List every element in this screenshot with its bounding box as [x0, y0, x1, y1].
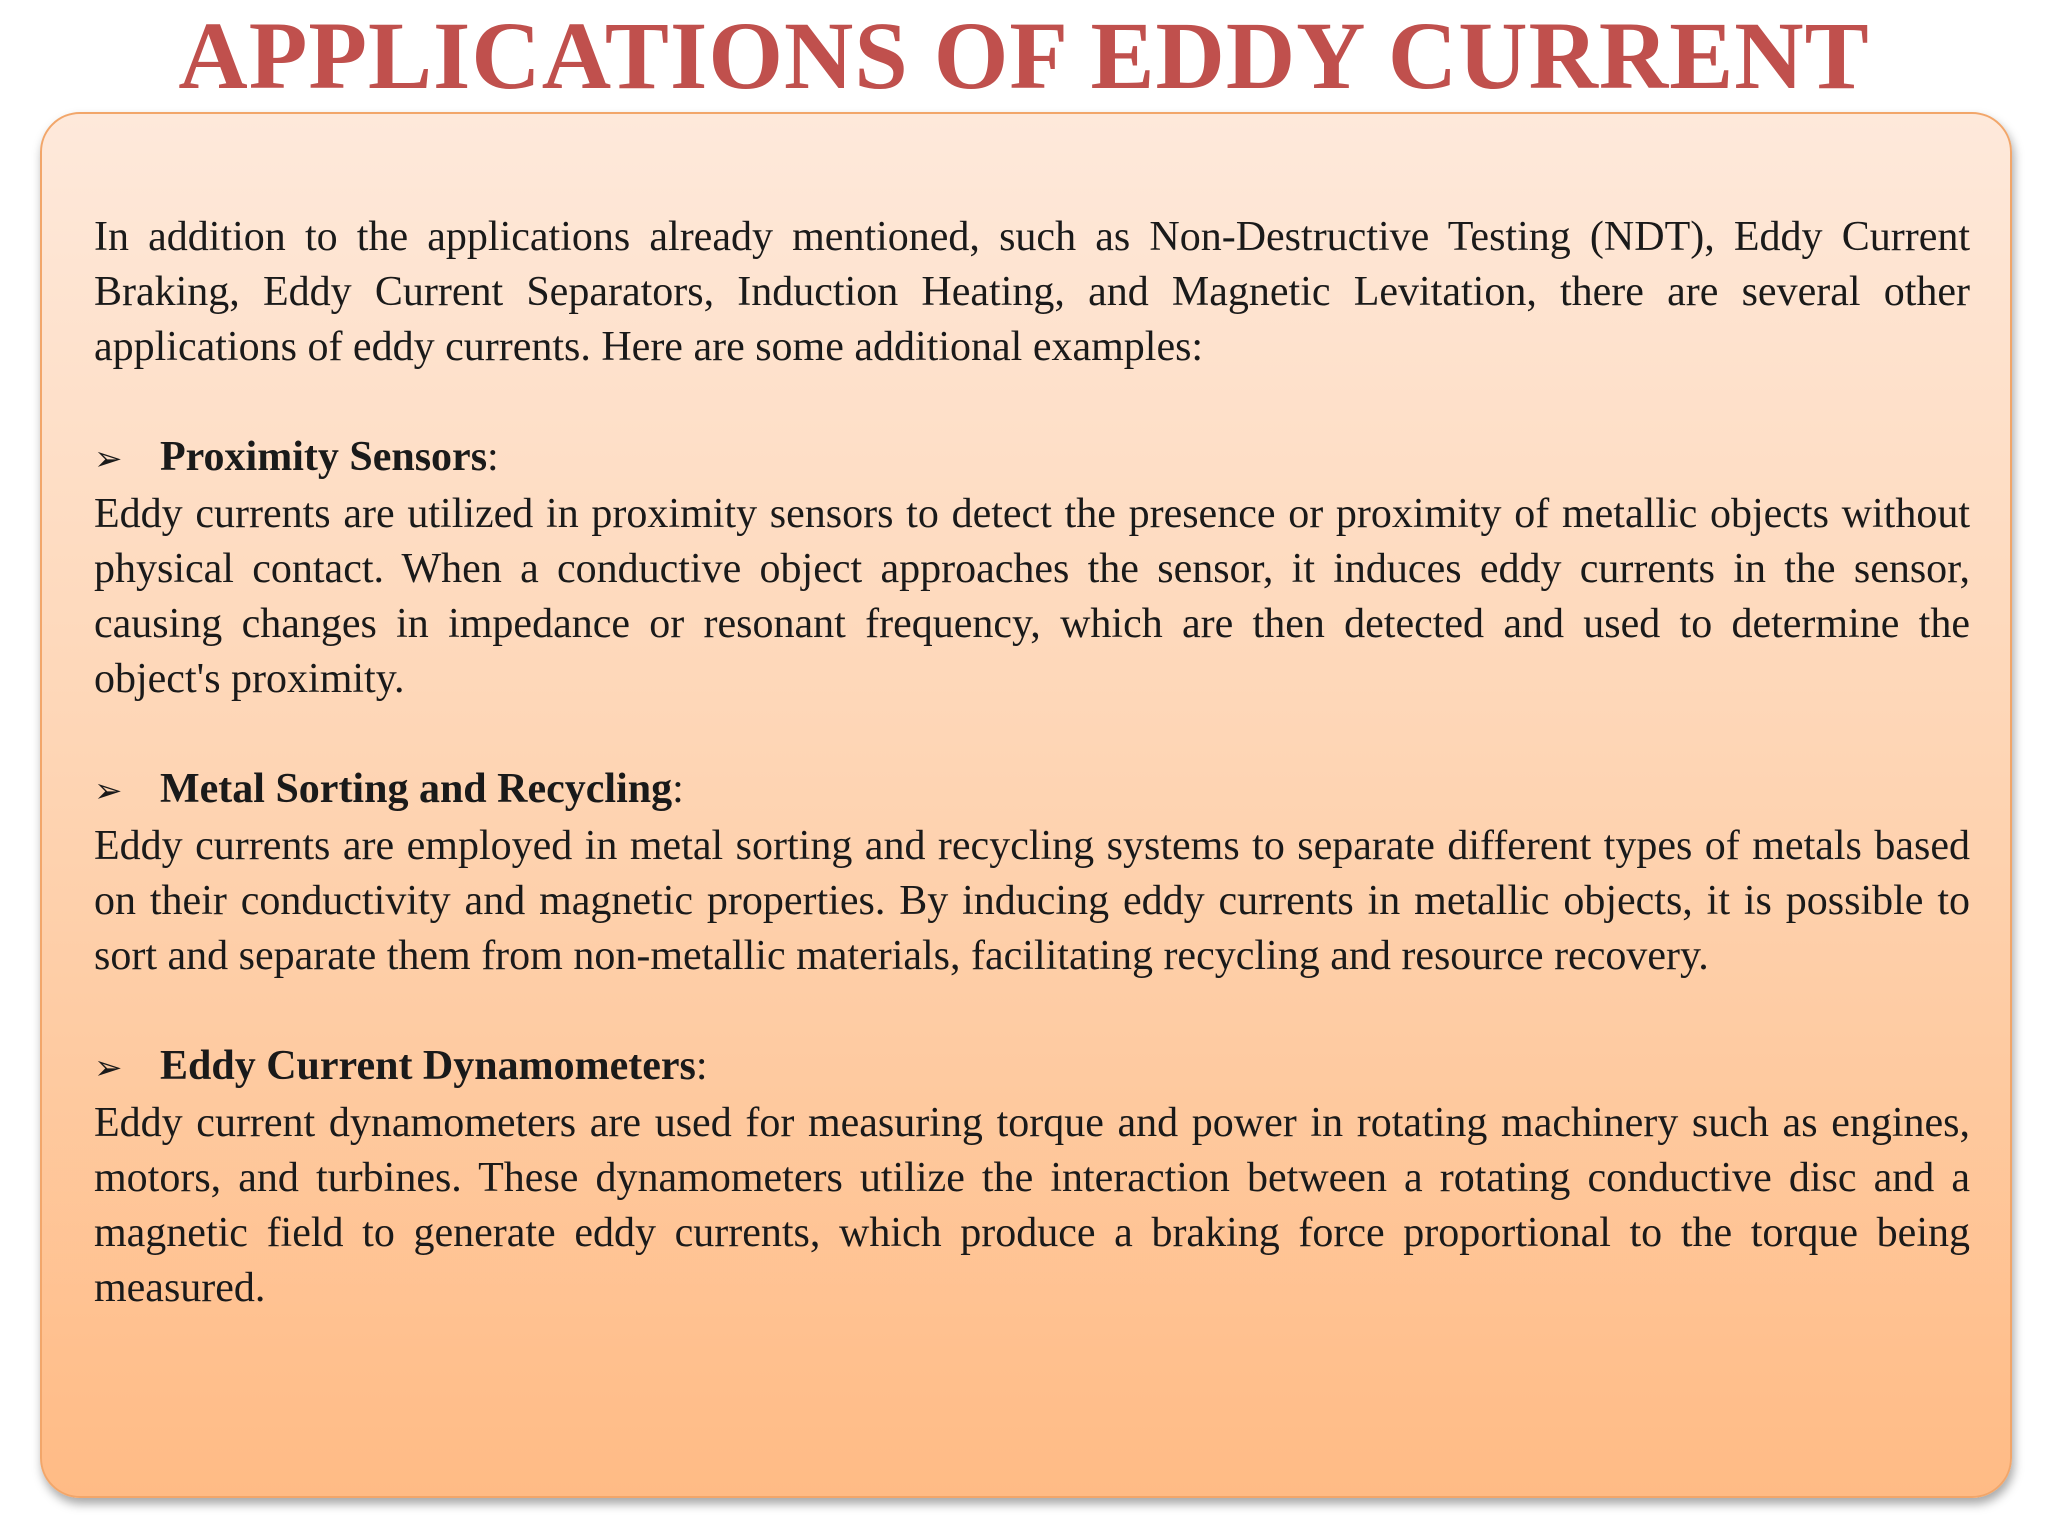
content-box	[40, 112, 2012, 1498]
arrow-bullet-icon: ➢	[94, 1048, 123, 1088]
section-body-dynamometers: Eddy current dynamometers are used for measuring torque and power in rotating machinery such as engines, motors, and turbines. These dynamometers utilize the interaction between a rotating conductive disc and a magnetic field to generate eddy currents, which produce a braking force proportional to the torque being measured.	[94, 1100, 1970, 1311]
arrow-bullet-icon: ➢	[94, 439, 123, 479]
arrow-bullet-icon: ➢	[94, 771, 123, 811]
section-heading-text: Metal Sorting and Recycling	[160, 766, 673, 812]
section-heading-metal-sorting	[94, 762, 1970, 819]
section-heading-proximity-sensors	[94, 430, 1970, 487]
intro-paragraph: In addition to the applications already mentioned, such as Non-Destructive Testing (NDT), Eddy Current Braking, Eddy Current Separators, Induction Heating, and Magnetic Levitation, there are several other applications of eddy currents. Here are some additional examples:	[94, 214, 1970, 370]
section-heading-dynamometers	[94, 1039, 1970, 1096]
section-body-metal-sorting: Eddy currents are employed in metal sorting and recycling systems to separate different types of metals based on their conductivity and magnetic properties. By inducing eddy currents in metallic objects, it is possible to sort and separate them from non-metallic materials, facilitating recycling and resource recovery.	[94, 823, 1970, 979]
slide-title: APPLICATIONS OF EDDY CURRENT	[178, 2, 1870, 109]
section-heading-text: Proximity Sensors	[160, 434, 488, 480]
spacer	[94, 984, 1970, 1039]
spacer	[94, 707, 1970, 762]
section-body-proximity-sensors: Eddy currents are utilized in proximity sensors to detect the presence or proximity of metallic objects without physical contact. When a conductive object approaches the sensor, it induces eddy currents in the sensor, causing changes in impedance or resonant frequency, which are then detected and used to determine the object's proximity.	[94, 491, 1970, 702]
heading-colon: :	[487, 434, 499, 480]
spacer	[94, 375, 1970, 430]
heading-colon: :	[672, 766, 684, 812]
section-heading-text: Eddy Current Dynamometers	[160, 1043, 696, 1089]
heading-colon: :	[695, 1043, 708, 1089]
